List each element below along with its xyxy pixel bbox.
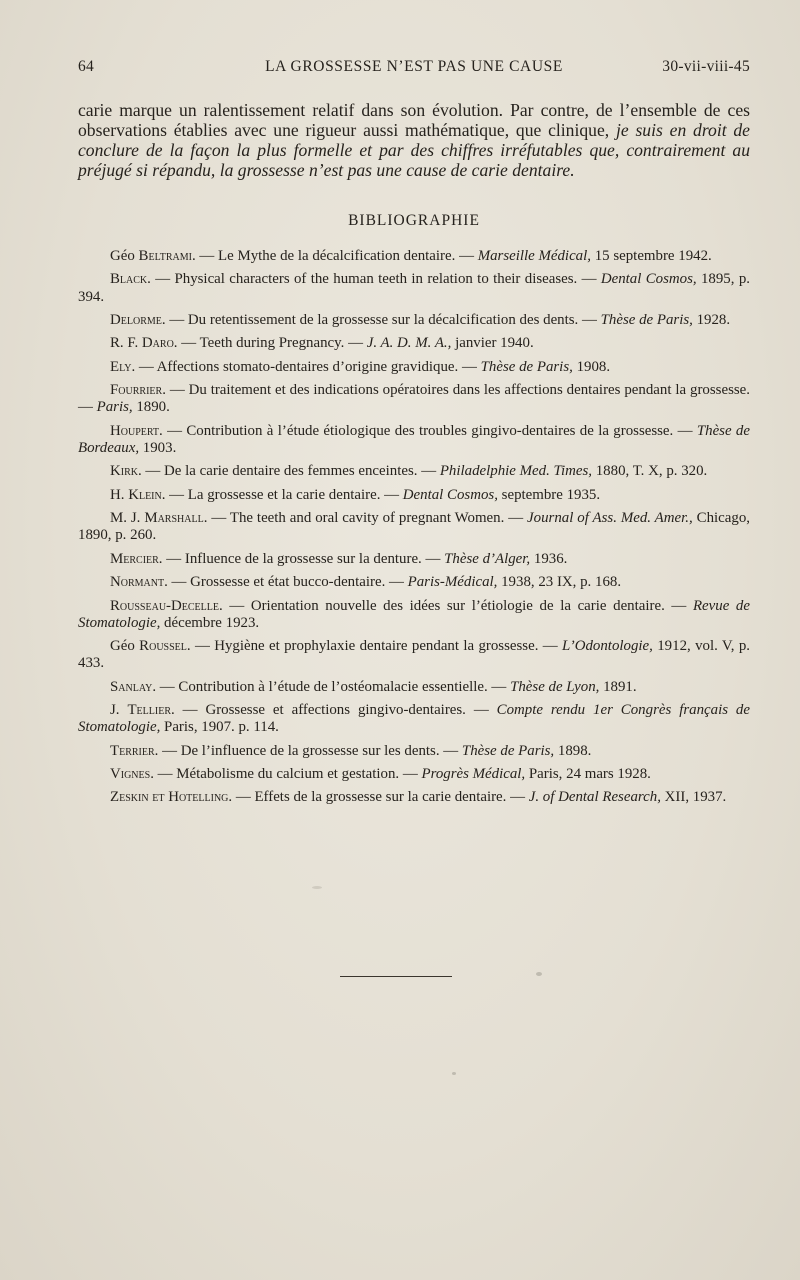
entry-source: Paris-Médical, — [407, 574, 498, 591]
bibliography-entry — [78, 743, 750, 760]
bibliography-heading: BIBLIOGRAPHIE — [348, 212, 480, 229]
bibliography-entry — [78, 638, 750, 672]
entry-details: 1880, T. X, p. 320. — [592, 463, 708, 480]
entry-author: Sanlay — [110, 678, 153, 695]
entry-details: 15 septembre 1942. — [591, 248, 712, 264]
bibliography-entry — [78, 766, 750, 783]
entry-source: J. A. D. M. A., — [366, 335, 452, 352]
entry-author: Ely — [110, 358, 132, 375]
entry-details: septembre 1935. — [497, 486, 601, 503]
entry-source: Dental Cosmos, — [600, 271, 697, 288]
entry-source: L’Odontologie, — [562, 638, 653, 655]
bibliography-entry — [78, 248, 750, 265]
entry-details: 1938, 23 IX, p. 168. — [497, 574, 622, 591]
entry-details: Chicago, 1890, p. 260. — [78, 510, 750, 544]
entry-author: Daro — [141, 335, 174, 352]
entry-source: Thèse de Paris, — [480, 358, 573, 375]
page-number: 64 — [78, 58, 95, 75]
entry-author: Normant — [110, 574, 165, 591]
bibliography-entry — [78, 574, 750, 591]
entry-title: . — Hygiène et prophylaxie dentaire pendant la grossesse. — — [186, 638, 563, 655]
entry-title: . — Effets de la grossesse sur la carie dentaire. — — [228, 789, 529, 806]
entry-title: . — Grossesse et affections gingivo-dentaires. — — [170, 702, 497, 719]
entry-author: Fourrier — [110, 382, 163, 399]
entry-title: . — De la carie dentaire des femmes enceintes. — — [137, 463, 440, 480]
bibliography-entry — [78, 679, 750, 696]
entry-author: Terrier — [110, 742, 155, 759]
entry-source: Thèse de Lyon, — [510, 678, 600, 695]
entry-source: Compte rendu 1er Congrès français de Stomatologie, — [78, 702, 750, 736]
paper-speck — [312, 886, 322, 889]
entry-author: Rousseau-Decelle — [110, 597, 219, 614]
entry-author: Kirk — [110, 463, 138, 480]
bibliography-entry — [78, 335, 750, 352]
entry-title: . — Grossesse et état bucco-dentaire. — — [164, 574, 408, 591]
bibliography-entry — [78, 312, 750, 329]
bibliography-entry — [78, 423, 750, 457]
entry-prefix: J. — [110, 702, 128, 719]
entry-source: Marseille Médical, — [477, 248, 591, 264]
conclusion-emphasis: je suis en droit de conclure de la façon la plus formelle et par des chiffres irréfutables que, contrairement au préjugé si répandu, la grossesse n’est pas une cause de carie dentaire. — [78, 120, 750, 180]
entry-title: . — Affections stomato-dentaires d’origine gravidique. — — [131, 358, 481, 375]
bibliography-entry — [78, 359, 750, 376]
entry-details: décembre 1923. — [160, 614, 260, 631]
bibliography-list — [78, 248, 750, 813]
entry-title: . — Métabolisme du calcium et gestation. — — [150, 766, 422, 783]
entry-title: . — Physical characters of the human teeth in relation to their diseases. — — [147, 271, 601, 288]
entry-title: . — Teeth during Pregnancy. — — [173, 335, 367, 352]
entry-source: Thèse de Paris, — [600, 311, 693, 328]
issue-date: 30-vii-viii-45 — [662, 58, 750, 75]
entry-prefix: M. J. — [110, 510, 145, 527]
bibliography-entry — [78, 789, 750, 806]
entry-source: Thèse d’Alger, — [444, 550, 531, 567]
bibliography-entry — [78, 702, 750, 736]
entry-prefix: Géo — [110, 248, 139, 264]
entry-author: Klein — [128, 486, 162, 503]
end-rule — [340, 976, 452, 977]
bibliography-entry — [78, 487, 750, 504]
entry-details: Paris, 24 mars 1928. — [525, 766, 651, 783]
entry-title: . — Contribution à l’étude étiologique des troubles gingivo-dentaires de la grossesse. — — [159, 422, 697, 439]
entry-author: Black — [110, 271, 148, 288]
entry-author: Beltrami — [138, 248, 192, 264]
entry-title: . — Influence de la grossesse sur la denture. — — [158, 550, 445, 567]
entry-author: Zeskin et Hotelling — [110, 789, 229, 806]
entry-title: . — Orientation nouvelle des idées sur l’étiologie de la carie dentaire. — — [218, 597, 693, 614]
entry-prefix: R. F. — [110, 335, 142, 352]
entry-details: 1908. — [572, 358, 611, 375]
entry-details: Paris, 1907. p. 114. — [160, 719, 279, 736]
bibliography-entry — [78, 551, 750, 568]
entry-source: Journal of Ass. Med. Amer., — [527, 510, 693, 527]
entry-title: . — Le Mythe de la décalcification dentaire. — — [191, 248, 478, 264]
entry-title: . — De l’influence de la grossesse sur les dents. — — [154, 742, 462, 759]
running-title: LA GROSSESSE N’EST PAS UNE CAUSE — [265, 58, 563, 75]
running-head — [78, 58, 750, 80]
entry-author: Tellier — [127, 702, 171, 719]
entry-source: Philadelphie Med. Times, — [439, 463, 593, 480]
entry-title: . — Du retentissement de la grossesse sur la décalcification des dents. — — [161, 311, 601, 328]
entry-source: Thèse de Bordeaux, — [78, 422, 750, 456]
bibliography-entry — [78, 382, 750, 416]
entry-source: Dental Cosmos, — [402, 486, 498, 503]
entry-details: 1903. — [139, 439, 177, 456]
paper-speck — [452, 1072, 456, 1075]
bibliography-entry — [78, 598, 750, 632]
paper-speck — [536, 972, 542, 976]
entry-source: Paris, — [96, 399, 133, 416]
entry-details: 1890. — [132, 399, 170, 416]
conclusion-paragraph — [78, 100, 750, 180]
entry-source: Progrès Médical, — [421, 766, 526, 783]
entry-author: Houpert — [110, 422, 160, 439]
entry-author: Marshall — [144, 510, 204, 527]
entry-title: . — Contribution à l’étude de l’ostéomalacie essentielle. — — [152, 678, 511, 695]
entry-details: XII, 1937. — [660, 789, 727, 806]
conclusion-text: carie marque un ralentissement relatif dans son évolution. Par contre, de l’ensemble de ces observations établies avec une rigueur aussi mathématique, que clinique, — [78, 100, 750, 140]
bibliography-entry — [78, 510, 750, 544]
entry-details: 1891. — [599, 678, 637, 695]
entry-author: Roussel — [139, 638, 187, 655]
entry-author: Vignes — [110, 766, 151, 783]
entry-title: . — The teeth and oral cavity of pregnant Women. — — [203, 510, 528, 527]
entry-details: 1895, p. 394. — [78, 271, 750, 305]
entry-prefix: H. — [110, 486, 129, 503]
entry-details: janvier 1940. — [451, 335, 534, 352]
bibliography-entry — [78, 463, 750, 480]
entry-details: 1898. — [554, 742, 592, 759]
entry-author: Mercier — [110, 550, 159, 567]
entry-title: . — La grossesse et la carie dentaire. — — [161, 486, 403, 503]
bibliography-entry — [78, 271, 750, 305]
entry-details: 1928. — [692, 311, 731, 328]
entry-author: Delorme — [110, 311, 162, 328]
entry-source: Thèse de Paris, — [461, 742, 555, 759]
entry-details: 1912, vol. V, p. 433. — [78, 638, 751, 672]
entry-title: . — Du traitement et des indications opératoires dans les affections dentaires pendant la grossesse. — — [78, 382, 750, 416]
entry-source: Revue de Stomatologie, — [78, 597, 750, 631]
entry-prefix: Géo — [110, 638, 140, 655]
entry-source: J. of Dental Research, — [528, 789, 661, 806]
entry-details: 1936. — [530, 550, 568, 567]
